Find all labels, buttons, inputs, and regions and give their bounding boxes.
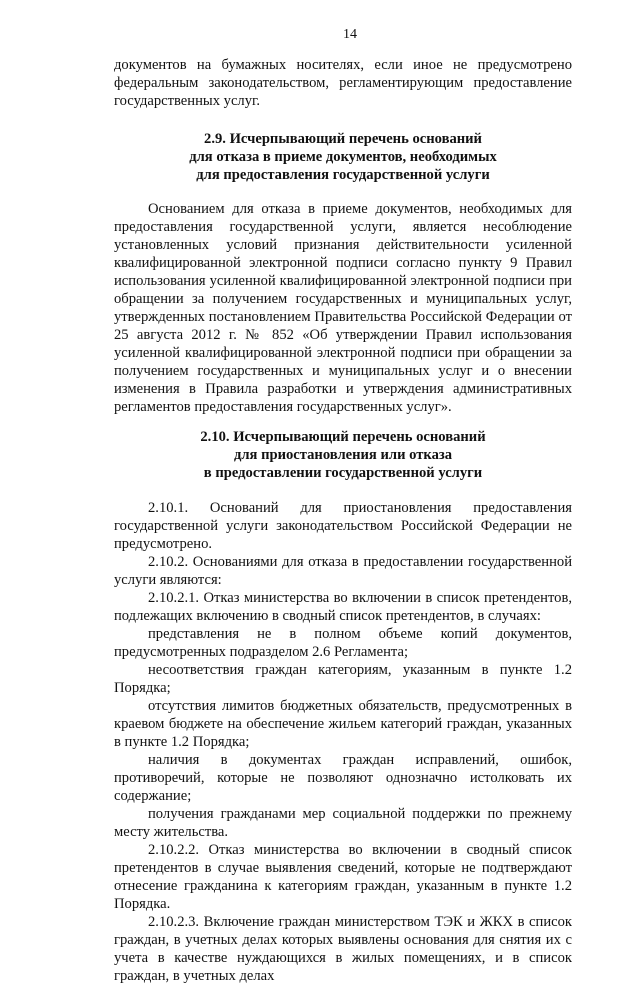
heading-line: для отказа в приеме документов, необходимых (189, 149, 497, 165)
section-2-9-heading (114, 130, 572, 184)
document-body (114, 56, 572, 985)
list-item: представления не в полном объеме копий документов, предусмотренных подразделом 2.6 Регламента; (114, 626, 572, 660)
section-2-10-heading (114, 428, 572, 482)
paragraph-2-10-2-1: 2.10.2.1. Отказ министерства во включении в список претендентов, подлежащих включению в сводный список претендентов, в случаях: (114, 590, 572, 624)
list-item: получения гражданами мер социальной поддержки по прежнему месту жительства. (114, 806, 572, 840)
paragraph-2-10-2: 2.10.2. Основаниями для отказа в предоставлении государственной услуги являются: (114, 554, 572, 588)
paragraph-2-10-2-3: 2.10.2.3. Включение граждан министерством ТЭК и ЖКХ в список граждан, в учетных делах которых выявлены основания для снятия их с учета в качестве нуждающихся в жилых помещениях, и в список граждан, в учетных делах (114, 914, 572, 984)
list-item: отсутствия лимитов бюджетных обязательств, предусмотренных в краевом бюджете на обеспечение жильем категорий граждан, указанных в пункте 1.2 Порядка; (114, 698, 572, 750)
paragraph-2-10-2-2: 2.10.2.2. Отказ министерства во включении в сводный список претендентов в случае выявления сведений, которые не подтверждают отнесение гражданина к категориям граждан, указанным в пункте 1.2 Порядка. (114, 842, 572, 912)
page-number: 14 (343, 27, 357, 42)
list-item: наличия в документах граждан исправлений, ошибок, противоречий, которые не позволяют однозначно истолковать их содержание; (114, 752, 572, 804)
paragraph-2-10-1: 2.10.1. Оснований для приостановления предоставления государственной услуги законодательством Российской Федерации не предусмотрено. (114, 500, 572, 552)
intro-paragraph: документов на бумажных носителях, если иное не предусмотрено федеральным законодательством, регламентирующим предоставление государственных услуг. (114, 57, 572, 109)
heading-line: для приостановления или отказа (233, 447, 453, 463)
heading-line: в предоставлении государственной услуги (203, 465, 483, 481)
heading-line: для предоставления государственной услуги (196, 167, 490, 183)
heading-line: 2.9. Исчерпывающий перечень оснований (204, 131, 482, 147)
list-item: несоответствия граждан категориям, указанным в пункте 1.2 Порядка; (114, 662, 572, 696)
heading-line: 2.10. Исчерпывающий перечень оснований (200, 429, 486, 445)
section-2-9-paragraph: Основанием для отказа в приеме документов, необходимых для предоставления государственной услуги, является несоблюдение установленных условий признания действительности усиленной квалифицированной электронной подписи согласно пункту 9 Правил использования усиленной квалифицированной электронной подписи при обращении за получением государственных и муниципальных услуг, утвержденных постановлением Правительства Российской Федерации от 25 августа 2012 г. № 852 «Об утверждении Правил использования усиленной квалифицированной электронной подписи при обращении за получением государственных и муниципальных услуг и о внесении изменения в Правила разработки и утверждения административных регламентов предоставления государственных услуг». (114, 201, 572, 415)
